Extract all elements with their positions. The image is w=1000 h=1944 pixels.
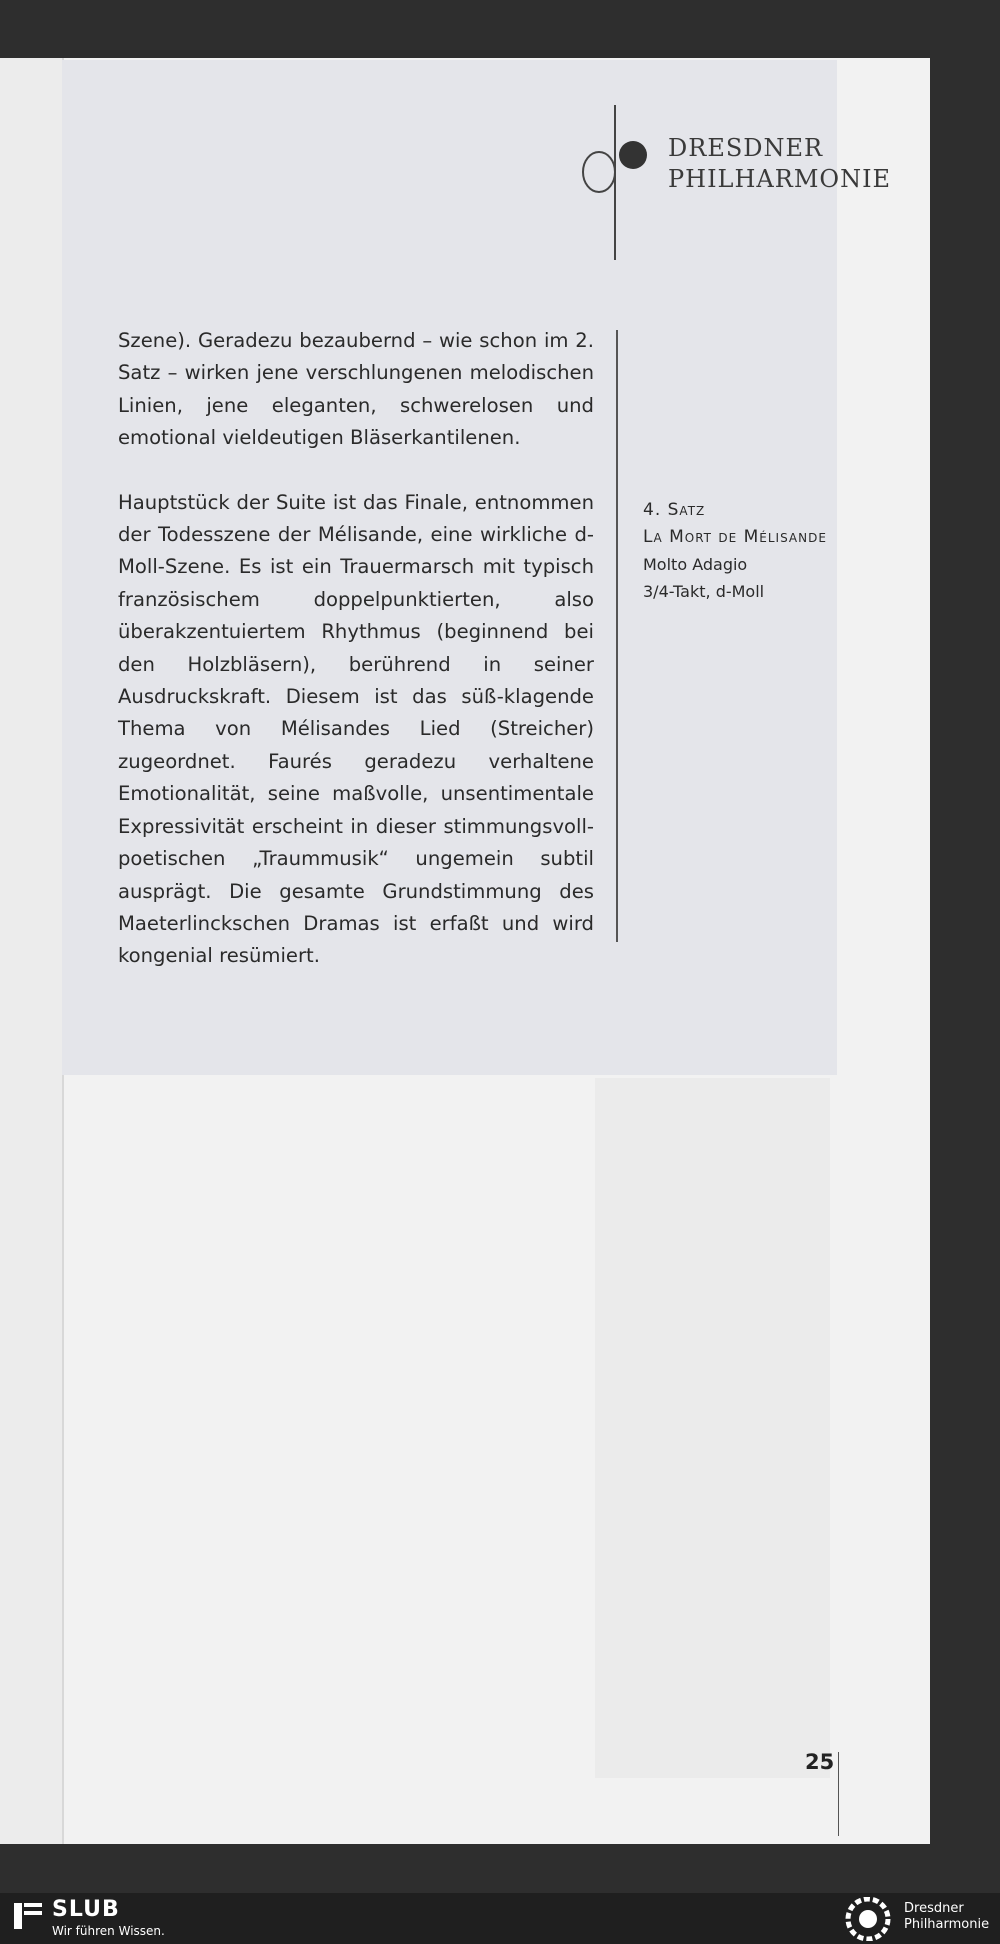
movement-sidebar (643, 497, 827, 605)
logo-line-1: DRESDNER (668, 134, 824, 162)
slub-logo-icon (14, 1901, 42, 1931)
viewer-footer-bar (0, 1893, 1000, 1944)
column-divider (616, 330, 618, 942)
slub-tagline: Wir führen Wissen. (52, 1924, 165, 1938)
page-number-rule (838, 1752, 839, 1836)
footer-dp-line-1: Dresdner (904, 1901, 964, 1916)
paragraph: Szene). Geradezu bezaubernd – wie schon im 2. Satz – wirken jene verschlungenen melodischen Linien, jene eleganten, schwerelosen und emotional vieldeutigen Bläserkantilenen. (118, 329, 594, 450)
dresdner-philharmonie-footer-icon (842, 1897, 894, 1941)
slub-title[interactable]: SLUB (52, 1897, 120, 1922)
movement-title: La Mort de Mélisande (643, 527, 827, 547)
paragraph: Hauptstück der Suite ist das Finale, entnommen der Todesszene der Mélisande, eine wirkliche d-Moll-Szene. Es ist ein Trauermarsch mit typisch französischem doppelpunktierten, also überakzentuiertem Rhythmus (beginnend bei den Holzbläsern), berührend in seiner Ausdruckskraft. Diesem ist das süß-klagende Thema von Mélisandes Lied (Streicher) zugeordnet. Faurés geradezu verhaltene Emotionalität, seine maßvolle, unsentimentale Expressivität erscheint in dieser stimmungsvoll-poetischen „Traummusik“ ungemein subtil ausprägt. Die gesamte Grundstimmung des Maeterlinckschen Dramas ist erfaßt und wird kongenial resümiert. (118, 490, 594, 968)
main-text (118, 325, 594, 973)
dresdner-philharmonie-footer-text[interactable] (904, 1901, 989, 1933)
bleed-through-column (595, 1078, 830, 1778)
logo-line-2: PHILHARMONIE (668, 165, 892, 193)
movement-meter: 3/4-Takt, d-Moll (643, 582, 765, 601)
footer-dp-line-2: Philharmonie (904, 1917, 990, 1932)
logo-wordmark (668, 133, 891, 195)
page-binding-edge (0, 58, 64, 1844)
page-number: 25 (805, 1750, 835, 1774)
movement-tempo: Molto Adagio (643, 555, 748, 574)
movement-number: 4. Satz (643, 500, 706, 520)
